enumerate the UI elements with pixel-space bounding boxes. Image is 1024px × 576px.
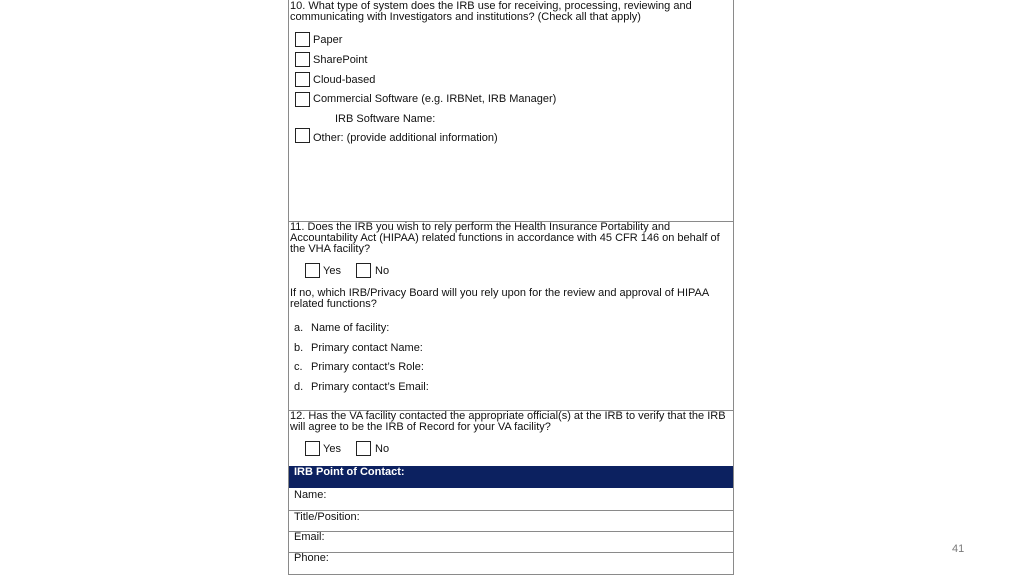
q12-no-checkbox[interactable]	[356, 441, 371, 456]
q11-yes-label: Yes	[323, 265, 341, 277]
sharepoint-checkbox[interactable]	[295, 52, 310, 67]
q12-text: 12. Has the VA facility contacted the appropriate official(s) at the IRB to verify that the IRB will agree to be the IRB of Record for your VA facility?	[290, 410, 726, 433]
paper-checkbox[interactable]	[295, 32, 310, 47]
q11-item-letter: a.	[294, 322, 304, 334]
poc-header	[289, 466, 733, 488]
other-checkbox[interactable]	[295, 128, 310, 143]
poc-name-row[interactable]	[289, 488, 733, 511]
q11-no-label: No	[375, 265, 390, 277]
paper-label: Paper	[313, 34, 343, 46]
poc-phone-label: Phone:	[294, 552, 329, 564]
poc-name-label: Name:	[294, 489, 327, 501]
q12-yes-label: Yes	[323, 443, 341, 455]
poc-header-title: IRB Point of Contact:	[294, 466, 405, 478]
commercial-software-checkbox[interactable]	[295, 92, 310, 107]
poc-phone-row[interactable]	[289, 552, 733, 573]
primary-contact-role-label: Primary contact’s Role:	[311, 361, 424, 373]
primary-contact-email-label: Primary contact’s Email:	[311, 381, 429, 393]
primary-contact-name-label: Primary contact Name:	[311, 342, 423, 354]
poc-email-label: Email:	[294, 531, 325, 543]
q11-followup-text: If no, which IRB/Privacy Board will you rely upon for the review and approval of HIPAA related functions?	[290, 287, 709, 310]
q12-yes-checkbox[interactable]	[305, 441, 320, 456]
cloud-based-label: Cloud-based	[313, 74, 376, 86]
irb-software-name-label: IRB Software Name:	[335, 113, 436, 125]
poc-email-row[interactable]	[289, 531, 733, 553]
other-label: Other: (provide additional information)	[313, 132, 498, 144]
commercial-software-label: Commercial Software (e.g. IRBNet, IRB Manager)	[313, 93, 557, 105]
q11-item-letter: d.	[294, 381, 304, 393]
poc-title-label: Title/Position:	[294, 511, 360, 523]
irb-form	[288, 0, 734, 575]
name-of-facility-label: Name of facility:	[311, 322, 390, 334]
poc-title-row[interactable]	[289, 510, 733, 532]
q11-item-letter: b.	[294, 342, 304, 354]
q11-item-letter: c.	[294, 361, 303, 373]
page-number: 41	[952, 543, 965, 555]
q11-no-checkbox[interactable]	[356, 263, 371, 278]
q12-no-label: No	[375, 443, 390, 455]
q10-text: 10. What type of system does the IRB use for receiving, processing, reviewing and communicating with Investigators and institutions? (Check all that apply)	[290, 0, 692, 23]
q11-text: 11. Does the IRB you wish to rely perform the Health Insurance Portability and Accountability Act (HIPAA) related functions in accordance with 45 CFR 146 on behalf of the VHA facility?	[290, 221, 720, 255]
sharepoint-label: SharePoint	[313, 54, 368, 66]
q11-yes-checkbox[interactable]	[305, 263, 320, 278]
cloud-based-checkbox[interactable]	[295, 72, 310, 87]
